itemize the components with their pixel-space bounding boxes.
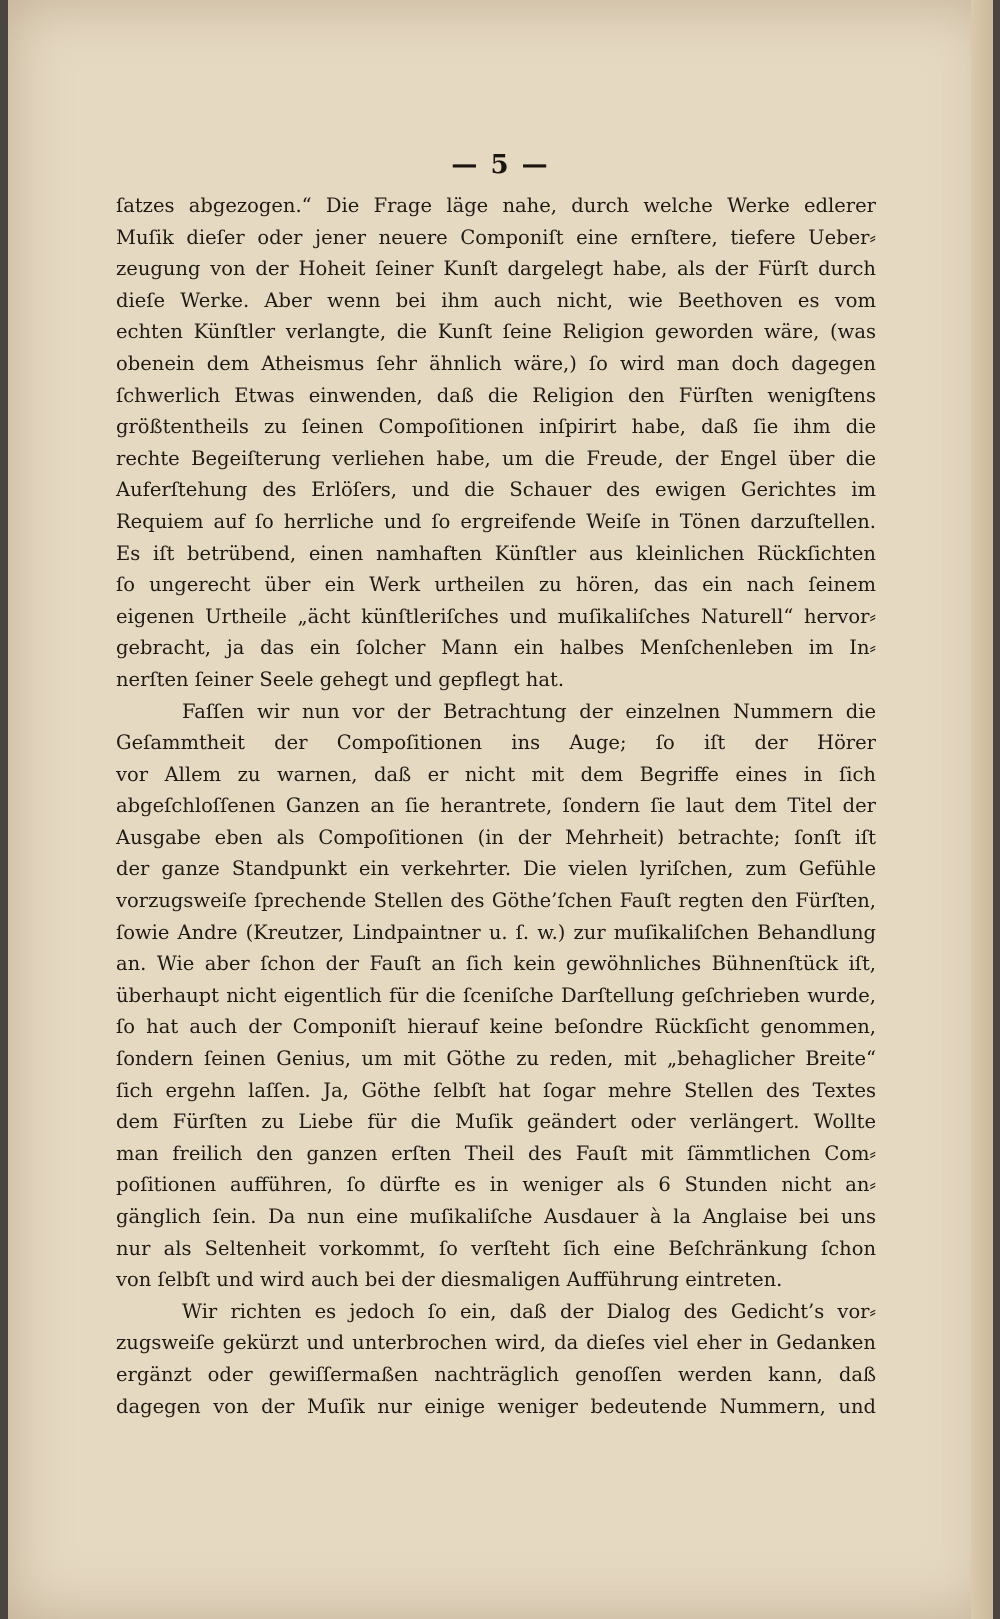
text-line: man freilich den ganzen erſten Theil des Fauſt mit ſämmtlichen Com⸗ (116, 1141, 876, 1165)
paragraph-start-line: Faſſen wir nun vor der Betrachtung der einzelnen Nummern die (182, 699, 876, 723)
text-line: ſo hat auch der Componiſt hierauf keine beſondre Rückſicht genommen, (116, 1015, 876, 1039)
book-page (8, 0, 993, 1619)
text-line: vor Allem zu warnen, daß er nicht mit dem Begriffe eines in ſich (116, 762, 876, 786)
text-line: ſowie Andre (Kreutzer, Lindpaintner u. ſ. w.) zur muſikaliſchen Behandlung (116, 920, 876, 944)
text-line: der ganze Standpunkt ein verkehrter. Die vielen lyriſchen, zum Gefühle (116, 857, 876, 881)
text-line: poſitionen aufführen, ſo dürfte es in weniger als 6 Stunden nicht an⸗ (116, 1173, 876, 1197)
text-line: ſatzes abgezogen.“ Die Frage läge nahe, durch welche Werke edlerer (116, 194, 876, 217)
text-line: überhaupt nicht eigentlich für die ſceniſche Darſtellung geſchrieben wurde, (116, 983, 876, 1007)
paragraph-start-line: Wir richten es jedoch ſo ein, daß der Dialog des Gedicht’s vor⸗ (182, 1299, 876, 1323)
text-line: zugsweiſe gekürzt und unterbrochen wird, da dieſes viel eher in Gedanken (116, 1331, 876, 1355)
text-line: größtentheils zu ſeinen Compoſitionen inſpirirt habe, daß ſie ihm die (116, 415, 876, 439)
text-line: ſich ergehn laſſen. Ja, Göthe ſelbſt hat ſogar mehre Stellen des Textes (116, 1078, 876, 1102)
text-line: ſondern ſeinen Genius, um mit Göthe zu reden, mit „behaglicher Breite“ (116, 1047, 876, 1071)
text-line: nur als Seltenheit vorkommt, ſo verſteht ſich eine Beſchränkung ſchon (116, 1236, 876, 1260)
text-line: von ſelbſt und wird auch bei der diesmaligen Aufführung eintreten. (116, 1268, 783, 1292)
text-line: Muſik dieſer oder jener neuere Componiſt eine ernſtere, tiefere Ueber⸗ (116, 225, 876, 249)
body-text (116, 190, 876, 1422)
text-line: abgeſchloſſenen Ganzen an ſie herantrete, ſondern ſie laut dem Titel der (116, 794, 876, 818)
text-line: Geſammtheit der Compoſitionen ins Auge; ſo iſt der Hörer (116, 731, 876, 755)
page-edge (971, 0, 993, 1619)
page-number: — 5 — (451, 150, 550, 180)
text-line: dem Fürſten zu Liebe für die Muſik geändert oder verlängert. Wollte (116, 1110, 876, 1134)
text-line: rechte Begeiſterung verliehen habe, um die Freude, der Engel über die (116, 446, 876, 470)
text-line: Es iſt betrübend, einen namhaften Künſtler aus kleinlichen Rückſichten (116, 541, 876, 565)
text-line: vorzugsweiſe ſprechende Stellen des Göthe’ſchen Fauſt regten den Fürſten, (116, 889, 876, 913)
text-line: an. Wie aber ſchon der Fauſt an ſich kein gewöhnliches Bühnenſtück iſt, (116, 952, 876, 976)
text-line: echten Künſtler verlangte, die Kunſt ſeine Religion geworden wäre, (was (116, 320, 876, 344)
text-line: gebracht, ja das ein ſolcher Mann ein halbes Menſchenleben im In⸗ (116, 636, 876, 660)
text-line: ergänzt oder gewiſſermaßen nachträglich genoſſen werden kann, daß (116, 1362, 876, 1386)
text-line: ſchwerlich Etwas einwenden, daß die Religion den Fürſten wenigſtens (116, 383, 876, 407)
text-line: Auferſtehung des Erlöſers, und die Schauer des ewigen Gerichtes im (116, 478, 876, 502)
text-line: obenein dem Atheismus ſehr ähnlich wäre,) ſo wird man doch dagegen (116, 351, 876, 375)
text-line: eigenen Urtheile „ächt künſtleriſches und muſikaliſches Naturell“ hervor⸗ (116, 604, 876, 628)
text-line: ſo ungerecht über ein Werk urtheilen zu hören, das ein nach ſeinem (116, 573, 876, 597)
text-line: Ausgabe eben als Compoſitionen (in der Mehrheit) betrachte; ſonſt iſt (116, 825, 876, 849)
text-line: nerſten ſeiner Seele gehegt und gepflegt hat. (116, 667, 565, 691)
text-line: dagegen von der Muſik nur einige weniger bedeutende Nummern, und (116, 1394, 876, 1418)
text-line: dieſe Werke. Aber wenn bei ihm auch nicht, wie Beethoven es vom (116, 288, 876, 312)
text-line: Requiem auf ſo herrliche und ſo ergreifende Weiſe in Tönen darzuſtellen. (116, 509, 876, 533)
text-line: zeugung von der Hoheit ſeiner Kunſt dargelegt habe, als der Fürſt durch (116, 257, 876, 281)
text-line: gänglich ſein. Da nun eine muſikaliſche Ausdauer à la Anglaise bei uns (116, 1205, 876, 1228)
